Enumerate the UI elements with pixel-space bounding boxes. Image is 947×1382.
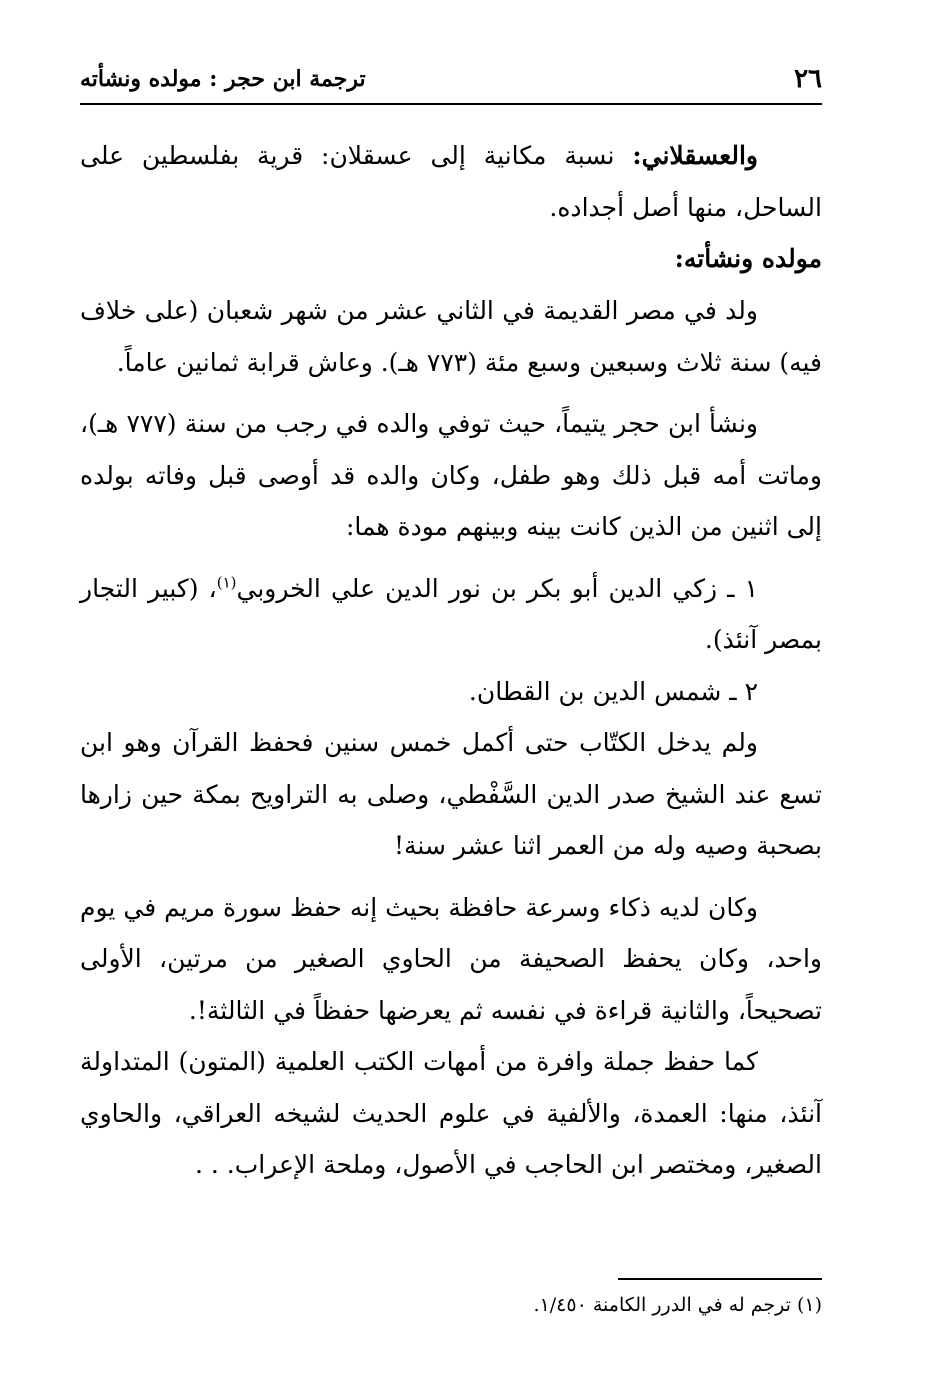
running-title: ترجمة ابن حجر : مولده ونشأته [80,66,366,92]
paragraph-memory: وكان لديه ذكاء وسرعة حافظة بحيث إنه حفظ سورة مريم في يوم واحد، وكان يحفظ الصحيفة من الحاوي الصغير من مرتين، الأولى تصحيحاً، والثانية قراءة في نفسه ثم يعرضها حفظاً في الثالثة!. [80,892,822,1025]
paragraph-texts: كما حفظ جملة وافرة من أمهات الكتب العلمية (المتون) المتداولة آنئذ، منها: العمدة، والألفية في علوم الحديث لشيخه العراقي، والحاوي الصغير، ومختصر ابن الحاجب في الأصول، وملحة الإعراب. . . [80,1047,822,1179]
header-rule [80,103,822,105]
paragraph-askalani [80,130,822,233]
section-heading: مولده ونشأته: [674,244,822,273]
page-number: ٢٦ [794,64,822,94]
page-body [80,130,822,1191]
paragraph-kuttab: ولم يدخل الكتّاب حتى أكمل خمس سنين فحفظ القرآن وهو ابن تسع عند الشيخ صدر الدين السَّفْطي، وصلى به التراويح بمكة حين زارها بصحبة وصيه وله من العمر اثنا عشر سنة! [80,728,822,860]
askalani-definition: نسبة مكانية إلى عسقلان: قرية بفلسطين على الساحل، منها أصل أجداده. [80,141,822,222]
guardian-1-description: ، (كبير التجار بمصر آنئذ). [80,573,822,654]
footnote: (١) ترجم له في الدرر الكامنة ١/٤٥٠. [533,1294,822,1316]
list-item-guardian-1 [80,563,822,666]
guardian-1-name: ١ ـ زكي الدين أبو بكر بن نور الدين علي الخروبي [236,573,758,603]
term-askalani: والعسقلاني: [632,141,758,170]
paragraph-orphan: ونشأ ابن حجر يتيماً، حيث توفي والده في رجب من سنة (٧٧٧ هـ)، وماتت أمه قبل ذلك وهو طفل، وكان والده قد أوصى قبل وفاته بولده إلى اثنين من الذين كانت بينه وبينهم مودة هما: [80,409,822,541]
footnote-reference: (١) [216,573,237,592]
list-item-guardian-2: ٢ ـ شمس الدين بن القطان. [468,676,758,706]
page-header [80,62,822,96]
footnote-rule [618,1278,822,1280]
paragraph-birth: ولد في مصر القديمة في الثاني عشر من شهر شعبان (على خلاف فيه) سنة ثلاث وسبعين وسبع مئة (٧٧٣ هـ). وعاش قرابة ثمانين عاماً. [80,296,822,377]
